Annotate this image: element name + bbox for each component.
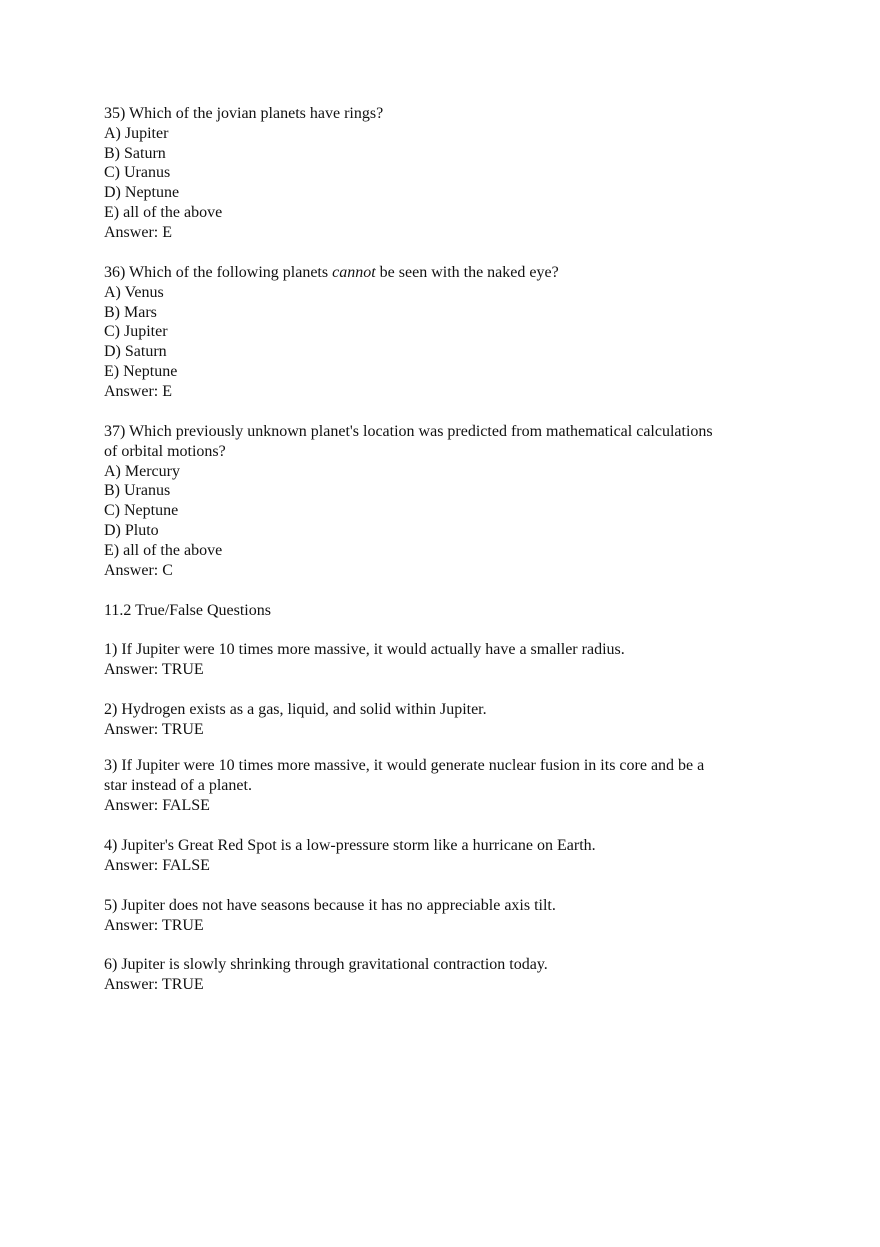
answer: Answer: TRUE xyxy=(104,916,204,934)
question-35 xyxy=(104,104,784,243)
question-text xyxy=(104,263,784,283)
question-36 xyxy=(104,263,784,402)
answer: Answer: E xyxy=(104,382,172,400)
answer: Answer: TRUE xyxy=(104,660,204,678)
option-e: E) all of the above xyxy=(104,203,223,221)
question-text-line-2: of orbital motions? xyxy=(104,442,226,460)
option-a: A) Jupiter xyxy=(104,124,169,142)
tf-question-6 xyxy=(104,955,784,995)
question-text: 2) Hydrogen exists as a gas, liquid, and solid within Jupiter. xyxy=(104,701,487,718)
question-text-end: be seen with the naked eye? xyxy=(375,264,559,281)
option-b: B) Mars xyxy=(104,303,157,321)
section-heading xyxy=(104,601,784,621)
option-b: B) Uranus xyxy=(104,482,171,500)
option-a: A) Venus xyxy=(104,283,164,301)
option-d: D) Neptune xyxy=(104,184,180,202)
question-text-line-1: 3) If Jupiter were 10 times more massive, it would generate nuclear fusion in its core and be a xyxy=(104,757,705,774)
tf-question-4 xyxy=(104,836,784,876)
option-c: C) Neptune xyxy=(104,502,179,520)
question-text: 35) Which of the jovian planets have rings? xyxy=(104,105,384,122)
tf-question-5 xyxy=(104,896,784,936)
question-37 xyxy=(104,422,784,580)
answer: Answer: TRUE xyxy=(104,720,204,738)
answer: Answer: E xyxy=(104,223,172,241)
tf-question-1 xyxy=(104,640,784,680)
answer: Answer: C xyxy=(104,561,173,579)
tf-question-3 xyxy=(104,756,784,815)
question-text: 1) If Jupiter were 10 times more massive, it would actually have a smaller radius. xyxy=(104,641,625,658)
answer: Answer: TRUE xyxy=(104,975,204,993)
question-text: 6) Jupiter is slowly shrinking through gravitational contraction today. xyxy=(104,956,548,973)
option-e: E) all of the above xyxy=(104,541,223,559)
option-b: B) Saturn xyxy=(104,144,166,162)
tf-question-2 xyxy=(104,700,784,740)
question-text: 4) Jupiter's Great Red Spot is a low-pressure storm like a hurricane on Earth. xyxy=(104,837,596,854)
option-c: C) Uranus xyxy=(104,164,171,182)
question-text: 5) Jupiter does not have seasons because it has no appreciable axis tilt. xyxy=(104,897,556,914)
option-a: A) Mercury xyxy=(104,462,180,480)
question-emphasis: cannot xyxy=(332,264,376,281)
option-c: C) Jupiter xyxy=(104,323,168,341)
question-text-start: 36) Which of the following planets xyxy=(104,264,333,281)
option-e: E) Neptune xyxy=(104,362,178,380)
option-d: D) Saturn xyxy=(104,343,167,361)
answer: Answer: FALSE xyxy=(104,856,210,874)
question-text-line-2: star instead of a planet. xyxy=(104,776,252,794)
option-d: D) Pluto xyxy=(104,521,159,539)
section-heading-text: 11.2 True/False Questions xyxy=(104,602,271,619)
question-text-line-1: 37) Which previously unknown planet's location was predicted from mathematical calculations xyxy=(104,423,713,440)
answer: Answer: FALSE xyxy=(104,796,210,814)
